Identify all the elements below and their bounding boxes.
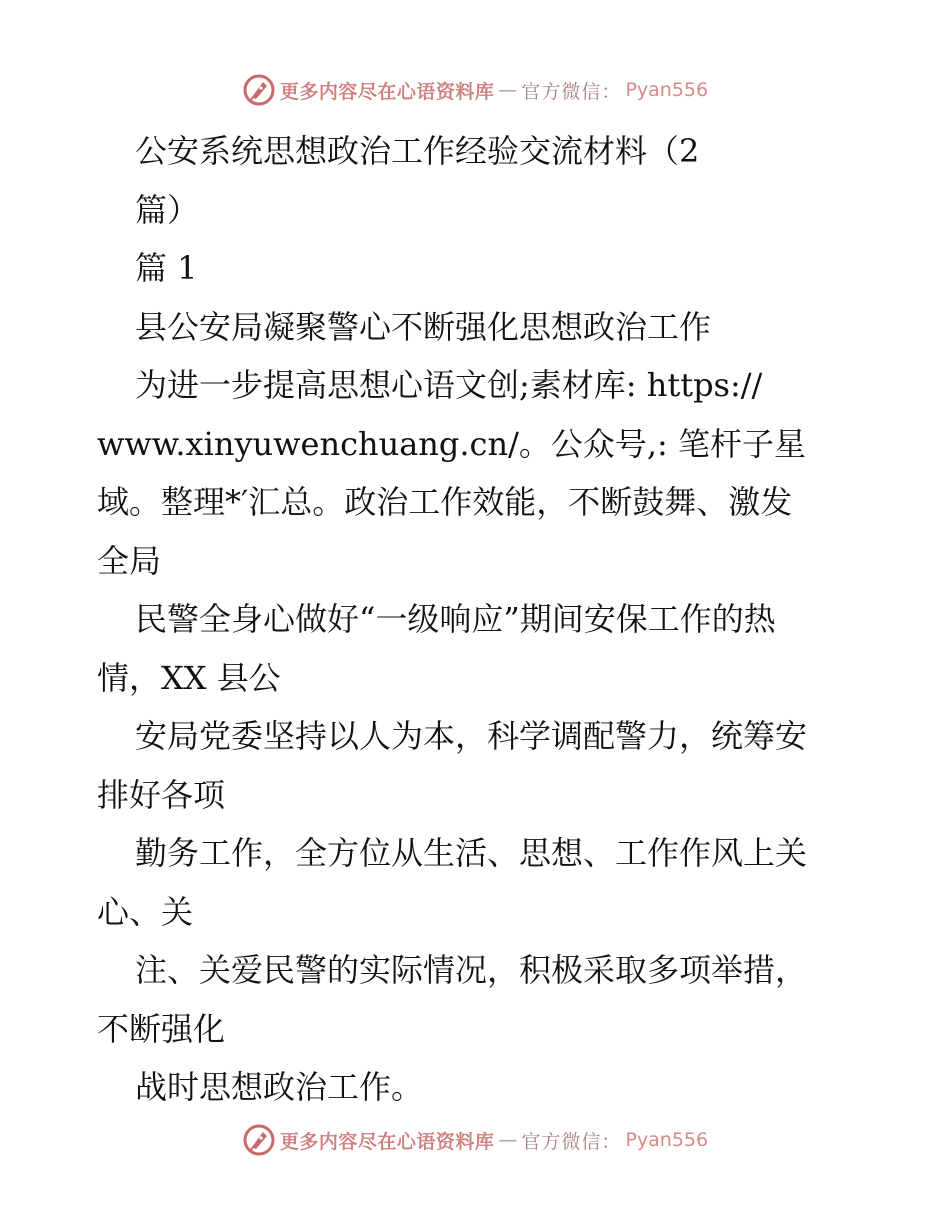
doc-paragraph-line: www.xinyuwenchuang.cn/。公众号,: 笔杆子星 (97, 424, 806, 463)
watermark-header (0, 70, 950, 110)
watermark-label: 官方微信： (521, 80, 622, 103)
watermark-handle: Pyan556 (625, 79, 709, 101)
pen-nib-logo-icon (242, 73, 276, 107)
doc-paragraph-line: 不断强化 (97, 1009, 226, 1048)
pen-nib-logo-icon (242, 1123, 276, 1157)
doc-paragraph-line: 情，XX 县公 (97, 658, 281, 697)
doc-paragraph-line: 注、关爱民警的实际情况，积极采取多项举措， (135, 951, 808, 989)
doc-section-heading: 篇 1 (135, 249, 198, 287)
doc-paragraph-line: 全局 (97, 541, 162, 580)
doc-paragraph-line: 为进一步提高思想心语文创;素材库: https:// (135, 366, 763, 404)
doc-paragraph-line: 民警全身心做好“一级响应”期间安保工作的热 (135, 600, 776, 638)
doc-article-title: 县公安局凝聚警心不断强化思想政治工作 (135, 307, 712, 346)
document-body (97, 122, 857, 1117)
watermark-footer (0, 1120, 950, 1160)
doc-title-line-2: 篇） (135, 190, 200, 229)
watermark (242, 1123, 708, 1157)
doc-title-line-1: 公安系统思想政治工作经验交流材料（2 (135, 132, 700, 170)
doc-paragraph-line: 安局党委坚持以人为本，科学调配警力，统筹安 (135, 717, 808, 755)
watermark-dash: — (498, 1129, 518, 1151)
watermark-text: 更多内容尽在心语资料库 (279, 1130, 495, 1153)
doc-paragraph-line: 域。整理*′汇总。政治工作效能，不断鼓舞、激发 (97, 483, 793, 521)
doc-paragraph-line: 战时思想政治工作。 (135, 1068, 424, 1106)
doc-paragraph-line: 勤务工作，全方位从生活、思想、工作作风上关 (135, 834, 808, 872)
watermark (242, 73, 708, 107)
watermark-dash: — (498, 79, 518, 101)
watermark-label: 官方微信： (521, 1130, 622, 1153)
watermark-text: 更多内容尽在心语资料库 (279, 80, 495, 103)
doc-paragraph-line: 排好各项 (97, 775, 226, 814)
watermark-handle: Pyan556 (625, 1129, 709, 1151)
doc-paragraph-line: 心、关 (97, 892, 194, 931)
